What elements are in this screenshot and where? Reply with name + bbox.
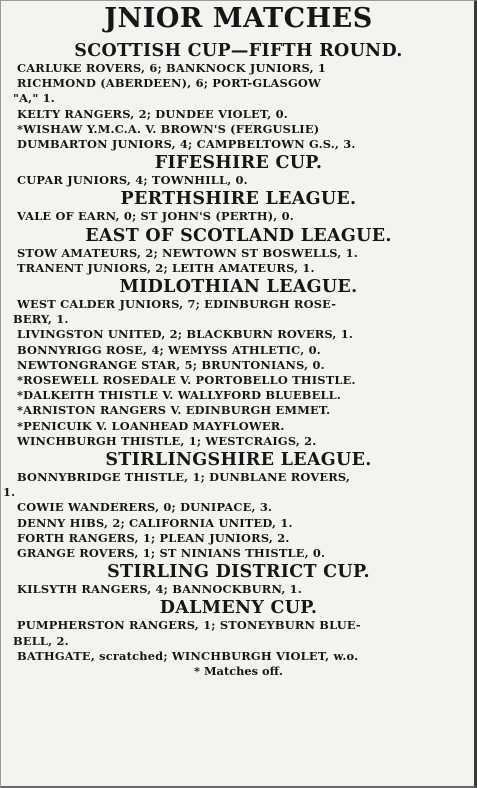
result-line: BONNYRIGG ROSE, 4; WEMYSS ATHLETIC, 0. xyxy=(17,342,321,357)
result-line: RICHMOND (ABERDEEN), 6; PORT-GLASGOW xyxy=(17,76,321,91)
result-line: *DALKEITH THISTLE V. WALLYFORD BLUEBELL. xyxy=(17,388,342,403)
result-line: COWIE WANDERERS, 0; DUNIPACE, 3. xyxy=(17,500,273,515)
page-title: JNIOR MATCHES xyxy=(104,3,373,34)
result-line: CARLUKE ROVERS, 6; BANKNOCK JUNIORS, 1 xyxy=(17,61,327,75)
result-line: LIVINGSTON UNITED, 2; BLACKBURN ROVERS, 1. xyxy=(17,327,354,342)
result-line: GRANGE ROVERS, 1; ST NINIANS THISTLE, 0. xyxy=(17,546,326,561)
result-line: BELL, 2. xyxy=(13,633,69,648)
result-line: BERY, 1. xyxy=(13,312,69,327)
result-line: WINCHBURGH THISTLE, 1; WESTCRAIGS, 2. xyxy=(17,433,317,448)
result-line: *PENICUIK V. LOANHEAD MAYFLOWER. xyxy=(17,418,285,433)
section-heading-perthshire-league: PERTHSHIRE LEAGUE. xyxy=(120,189,357,210)
section-heading-scottish-cup: SCOTTISH CUP—FIFTH ROUND. xyxy=(74,41,403,61)
result-line: CUPAR JUNIORS, 4; TOWNHILL, 0. xyxy=(17,173,248,188)
result-line: STOW AMATEURS, 2; NEWTOWN ST BOSWELLS, 1. xyxy=(17,245,358,260)
section-heading-stirling-district-cup: STIRLING DISTRICT CUP. xyxy=(107,562,370,583)
result-line: BATHGATE, scratched; WINCHBURGH VIOLET, w.o. xyxy=(17,648,359,663)
result-line: *ROSEWELL ROSEDALE V. PORTOBELLO THISTLE. xyxy=(17,373,356,388)
result-line: *ARNISTON RANGERS V. EDINBURGH EMMET. xyxy=(17,403,331,418)
result-line: *WISHAW Y.M.C.A. V. BROWN'S (FERGUSLIE) xyxy=(17,121,320,136)
section-heading-dalmeny-cup: DALMENY CUP. xyxy=(159,598,318,619)
result-line: PUMPHERSTON RANGERS, 1; STONEYBURN BLUE- xyxy=(17,618,361,633)
result-line: KELTY RANGERS, 2; DUNDEE VIOLET, 0. xyxy=(17,106,288,121)
result-line: KILSYTH RANGERS, 4; BANNOCKBURN, 1. xyxy=(17,582,302,597)
result-line: VALE OF EARN, 0; ST JOHN'S (PERTH), 0. xyxy=(17,209,294,224)
footnote: * Matches off. xyxy=(194,664,283,679)
section-heading-east-of-scotland-league: EAST OF SCOTLAND LEAGUE. xyxy=(85,225,392,246)
result-line: NEWTONGRANGE STAR, 5; BRUNTONIANS, 0. xyxy=(17,357,325,372)
result-line: "A," 1. xyxy=(13,91,55,106)
section-heading-stirlingshire-league: STIRLINGSHIRE LEAGUE. xyxy=(105,450,372,471)
result-line: TRANENT JUNIORS, 2; LEITH AMATEURS, 1. xyxy=(17,260,315,275)
section-heading-fifeshire-cup: FIFESHIRE CUP. xyxy=(154,153,323,174)
result-line: FORTH RANGERS, 1; PLEAN JUNIORS, 2. xyxy=(17,530,290,545)
result-line: DUMBARTON JUNIORS, 4; CAMPBELTOWN G.S., 3. xyxy=(17,137,356,152)
result-line: WEST CALDER JUNIORS, 7; EDINBURGH ROSE- xyxy=(17,297,337,312)
result-line: BONNYBRIDGE THISTLE, 1; DUNBLANE ROVERS, xyxy=(17,470,351,485)
section-heading-midlothian-league: MIDLOTHIAN LEAGUE. xyxy=(119,277,358,298)
result-line: DENNY HIBS, 2; CALIFORNIA UNITED, 1. xyxy=(17,515,293,530)
result-line: 1. xyxy=(3,485,16,500)
